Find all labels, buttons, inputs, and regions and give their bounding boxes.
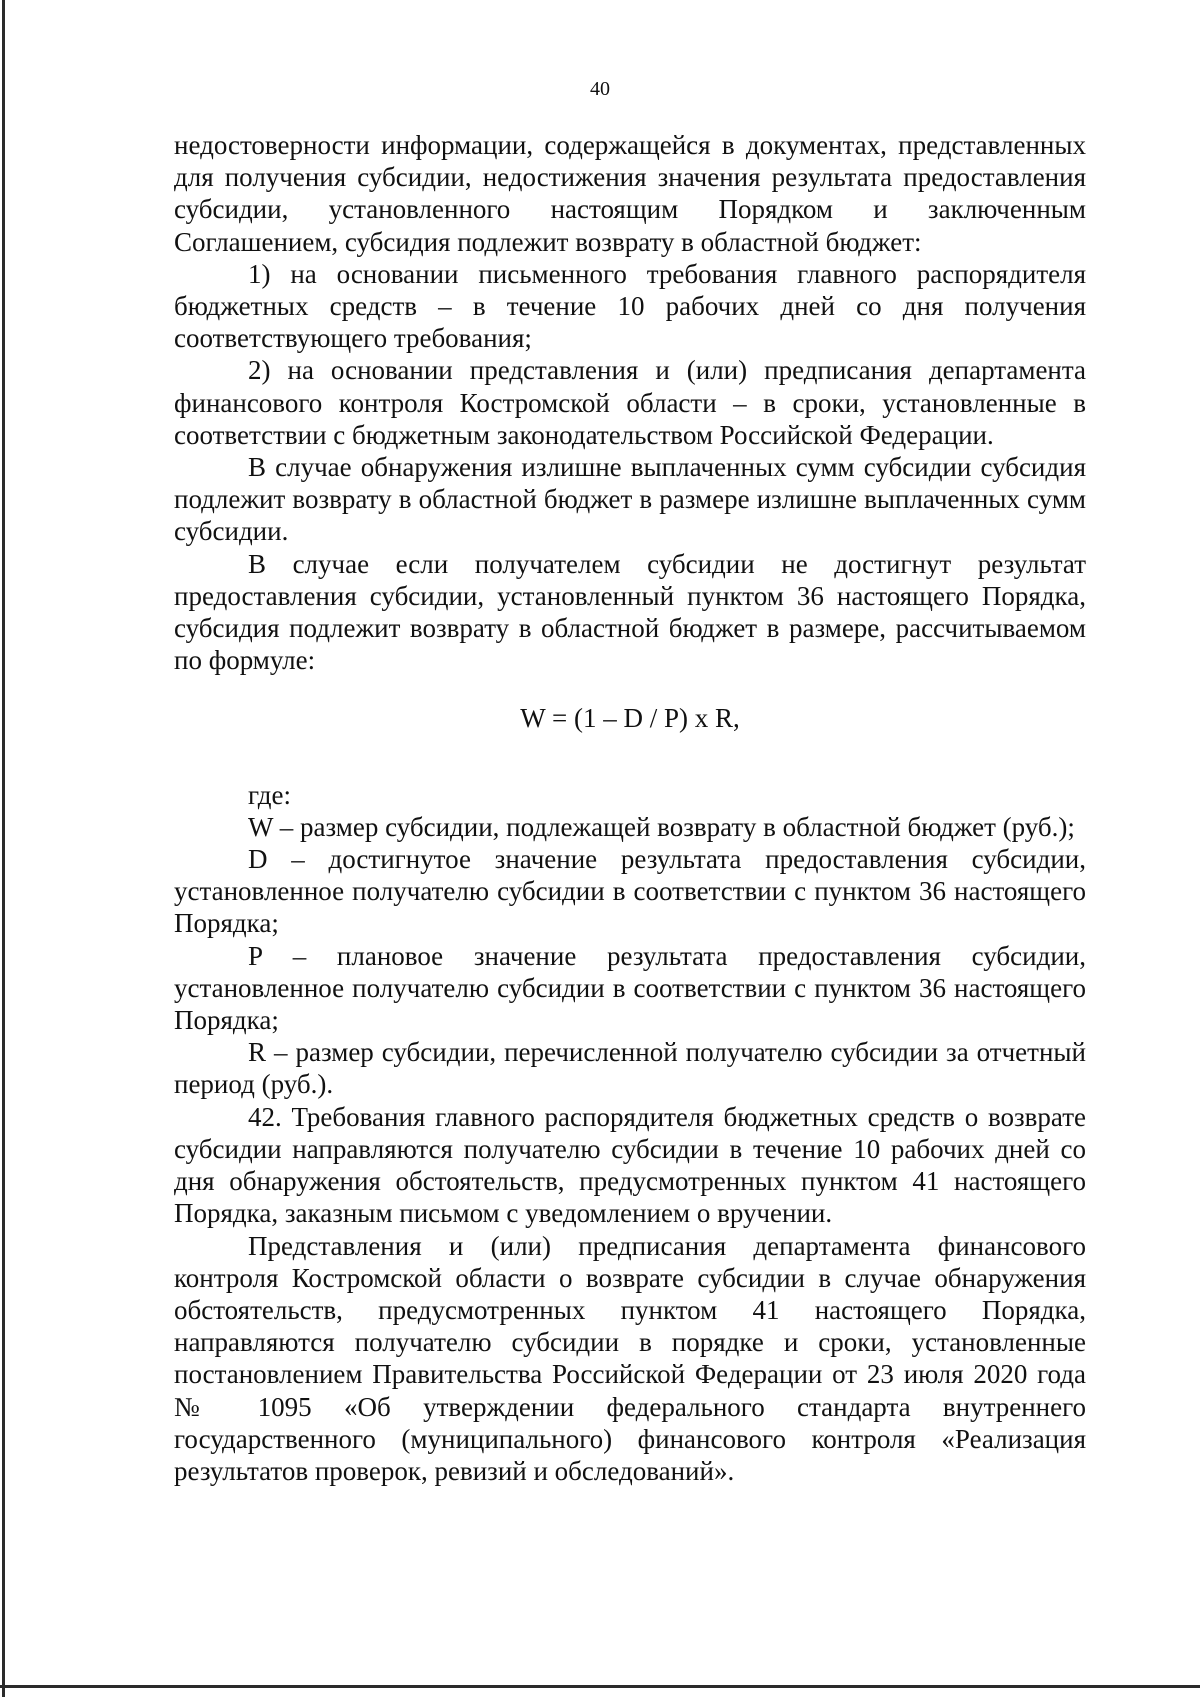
definition-w: W – размер субсидии, подлежащей возврату в областной бюджет (руб.); bbox=[248, 811, 1075, 842]
list-item-1: 1) на основании письменного требования главного распорядителя бюджетных средств – в течение 10 рабочих дней со дня получения соответствующего требования; bbox=[174, 258, 1086, 354]
scan-bottom-border bbox=[0, 1685, 1200, 1688]
section-42: 42. Требования главного распорядителя бюджетных средств о возврате субсидии направляются получателю субсидии в течение 10 рабочих дней со дня обнаружения обстоятельств, предусмотренных пунктом 41 настоящего Порядка, заказным письмом с уведомлением о вручении. bbox=[174, 1101, 1086, 1229]
scan-left-border bbox=[2, 0, 5, 1697]
definition-p: P – плановое значение результата предоставления субсидии, установленное получателю субсидии в соответствии с пунктом 36 настоящего Порядка; bbox=[174, 940, 1086, 1036]
paragraph-overpayment: В случае обнаружения излишне выплаченных сумм субсидии субсидия подлежит возврату в областной бюджет в размере излишне выплаченных сумм субсидии. bbox=[174, 452, 1086, 547]
definition-r: R – размер субсидии, перечисленной получателю субсидии за отчетный период (руб.). bbox=[174, 1037, 1086, 1100]
document-body bbox=[174, 129, 1086, 1487]
paragraph-continuation: недостоверности информации, содержащейся в документах, представленных для получения субсидии, недостижения значения результата предоставления субсидии, установленного настоящим Порядком и заключенным Соглашением, субсидия подлежит возврату в областной бюджет: bbox=[174, 130, 1086, 257]
formula: W = (1 – D / P) x R, bbox=[520, 703, 740, 734]
definition-d: D – достигнутое значение результата предоставления субсидии, установленное получателю субсидии в соответствии с пунктом 36 настоящего Порядка; bbox=[174, 844, 1086, 939]
formula-where-label: где: bbox=[248, 779, 291, 810]
page-number: 40 bbox=[590, 78, 610, 100]
list-item-2: 2) на основании представления и (или) предписания департамента финансового контроля Костромской области – в сроки, установленные в соответствии с бюджетным законодательством Российской Федерации. bbox=[174, 355, 1086, 450]
paragraph-result-not-achieved: В случае если получателем субсидии не достигнут результат предоставления субсидии, установленный пунктом 36 настоящего Порядка, субсидия подлежит возврату в областной бюджет в размере, рассчитываемом по формуле: bbox=[174, 548, 1086, 676]
paragraph-final: Представления и (или) предписания департамента финансового контроля Костромской области о возврате субсидии в случае обнаружения обстоятельств, предусмотренных пунктом 41 настоящего Порядка, направляются получателю субсидии в порядке и сроки, установленные постановлением Правительства Российской Федерации от 23 июля 2020 года № 1095 «Об утверждении федерального стандарта внутреннего государственного (муниципального) финансового контроля «Реализация результатов проверок, ревизий и обследований». bbox=[174, 1230, 1086, 1486]
